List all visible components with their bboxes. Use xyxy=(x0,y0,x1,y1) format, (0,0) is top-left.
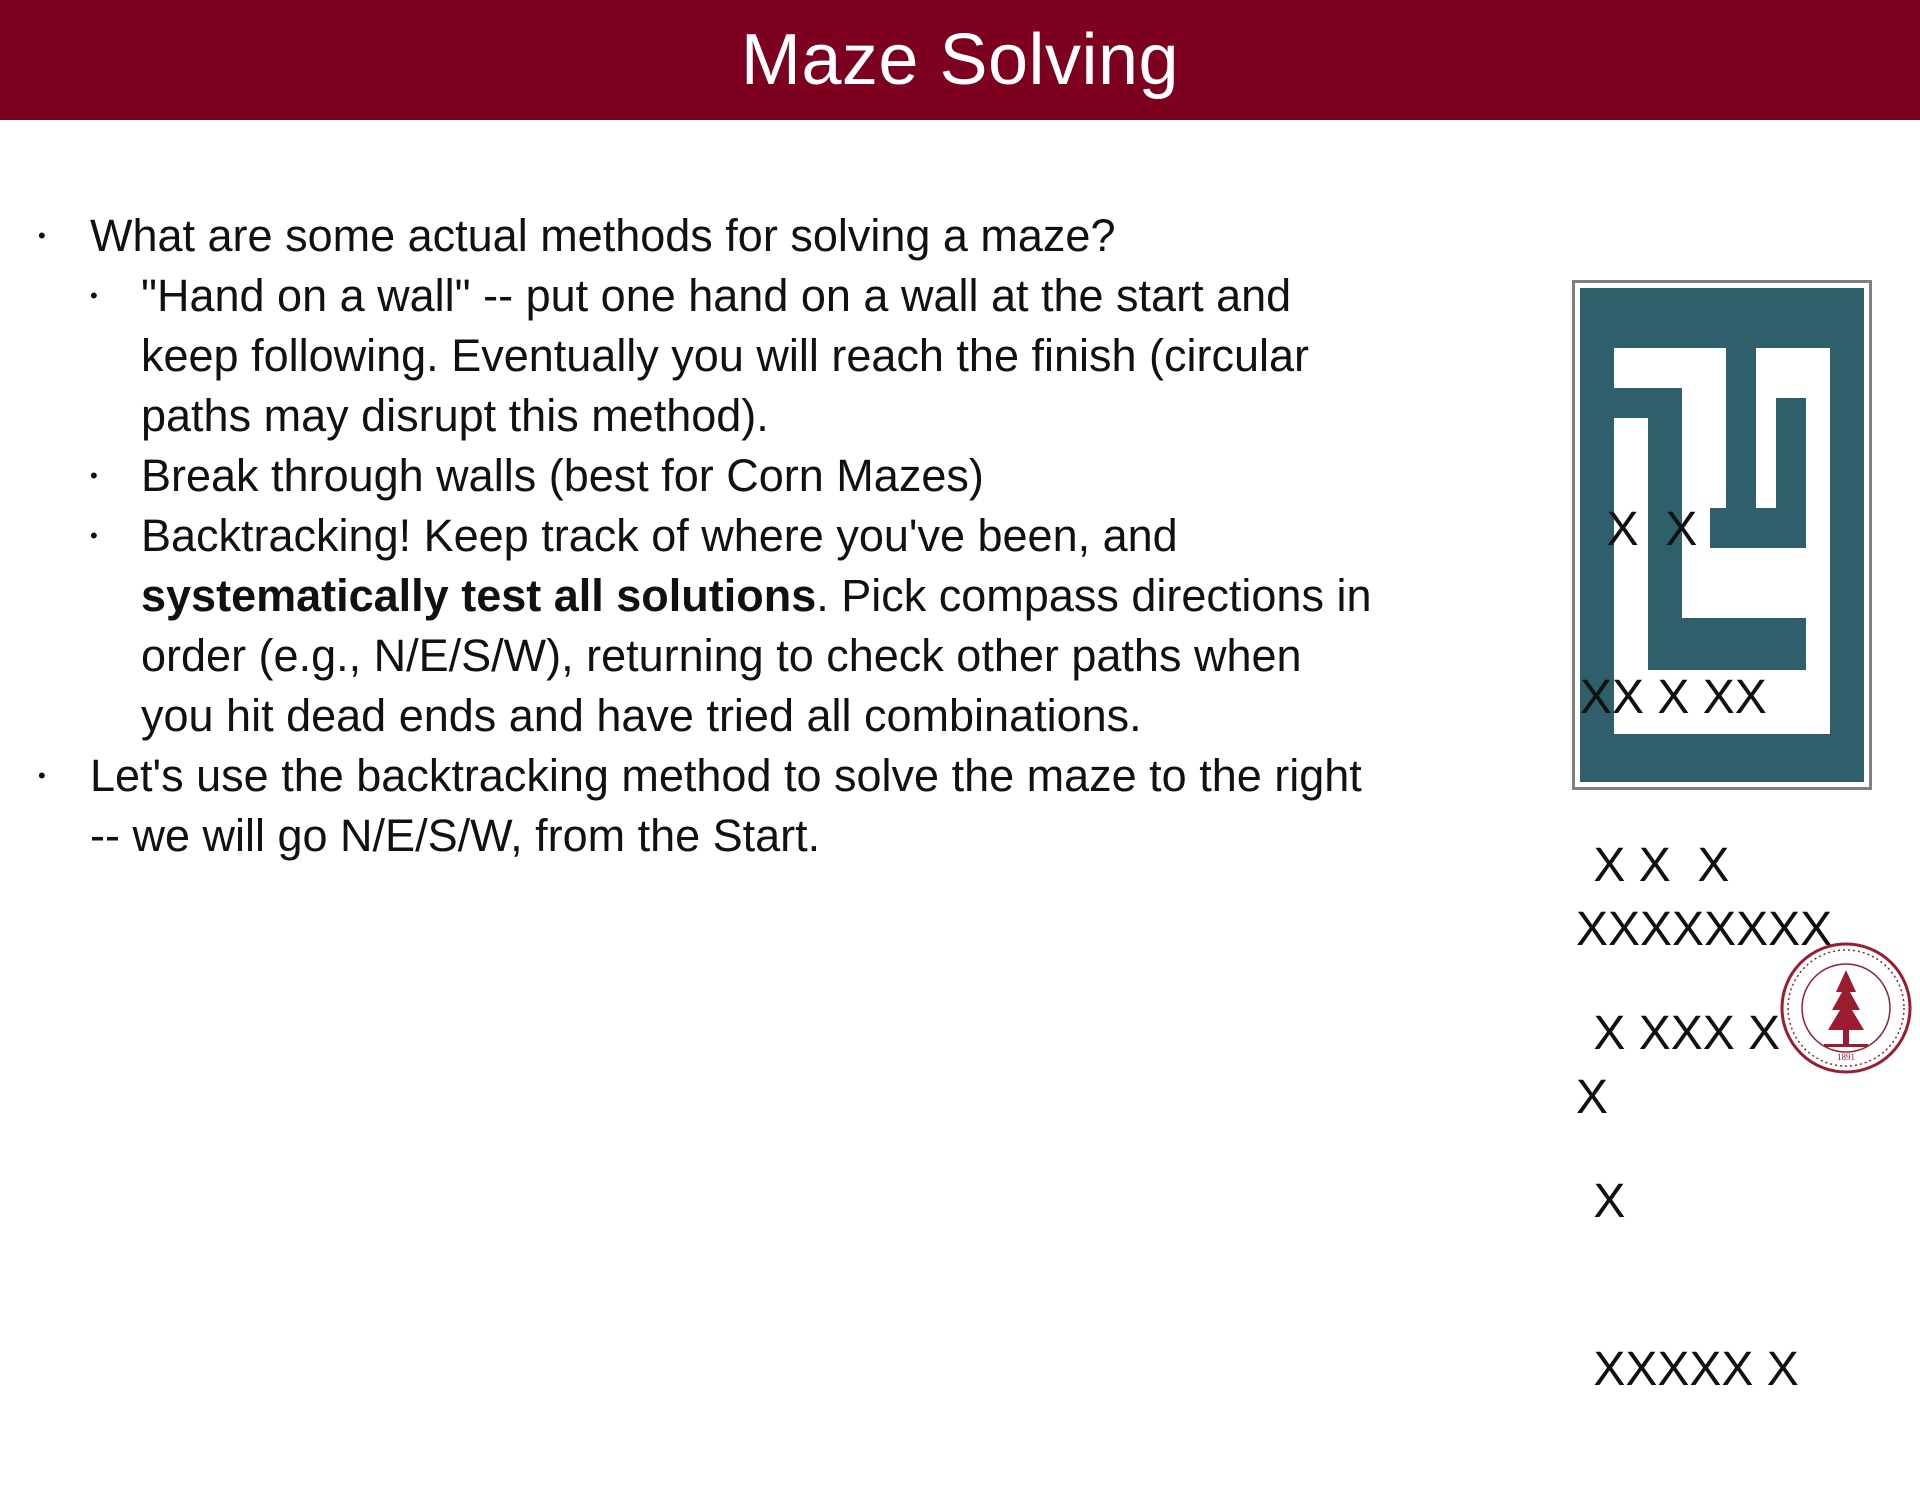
bullet-2-line-2: -- we will go N/E/S/W, from the Start. xyxy=(90,810,821,861)
sub-bullet-3-line-4: you hit dead ends and have tried all combinations. xyxy=(141,690,1142,741)
bullet-2 xyxy=(30,746,1520,866)
bullet-dot: • xyxy=(90,523,98,548)
slide-title: Maze Solving xyxy=(740,20,1180,100)
maze-mark-row: XX X XX xyxy=(1580,671,1767,724)
sub-bullet-2-line-1: Break through walls (best for Corn Mazes) xyxy=(141,450,984,501)
bullet-dot: • xyxy=(38,763,46,788)
sub-bullet-1-line-2: keep following. Eventually you will reach the finish (circular xyxy=(141,330,1310,381)
maze-mark-row: X X xyxy=(1580,503,1698,556)
sub-bullet-1 xyxy=(30,266,1520,446)
maze-wall xyxy=(1580,288,1864,348)
sub-bullet-1-line-1: "Hand on a wall" -- put one hand on a wall at the start and xyxy=(141,270,1292,321)
bullet-dot: • xyxy=(38,223,46,248)
slide-content xyxy=(30,206,1520,866)
emphasis-text: systematically test all solutions xyxy=(141,570,817,621)
sub-bullet-3-line-1: Backtracking! Keep track of where you've been, and xyxy=(141,510,1178,561)
maze-mark-row: XXXXXXXX xyxy=(1576,903,1833,956)
maze-mark-row: X XXX X xyxy=(1580,1007,1781,1060)
maze-mark-row: X X X xyxy=(1580,839,1730,892)
sub-bullet-3-line-2 xyxy=(141,566,1520,626)
bullet-dot: • xyxy=(90,463,98,488)
sub-bullet-2 xyxy=(30,446,1520,506)
seal-year: 1891 xyxy=(1837,1052,1855,1062)
maze-wall xyxy=(1830,288,1864,782)
title-bar xyxy=(0,0,1920,120)
maze-mark-row: X xyxy=(1576,1071,1609,1124)
bullet-dot: • xyxy=(90,283,98,308)
maze-mark-row: X xyxy=(1580,1175,1626,1228)
sub-bullet-3-line-3: order (e.g., N/E/S/W), returning to check other paths when xyxy=(141,630,1302,681)
bullet-2-line-1: Let's use the backtracking method to solve the maze to the right xyxy=(90,750,1362,801)
bullet-1 xyxy=(30,206,1520,266)
sub-bullet-1-line-3: paths may disrupt this method). xyxy=(141,390,769,441)
sub-bullet-3-line-2-rest: . Pick compass directions in xyxy=(816,570,1372,621)
bullet-1-text: What are some actual methods for solving a maze? xyxy=(90,210,1116,261)
maze-mark-row: XXXXX X xyxy=(1580,1343,1799,1396)
sub-bullet-3 xyxy=(30,506,1520,746)
university-seal-icon xyxy=(1778,940,1914,1081)
seal-graphic xyxy=(1778,940,1914,1076)
